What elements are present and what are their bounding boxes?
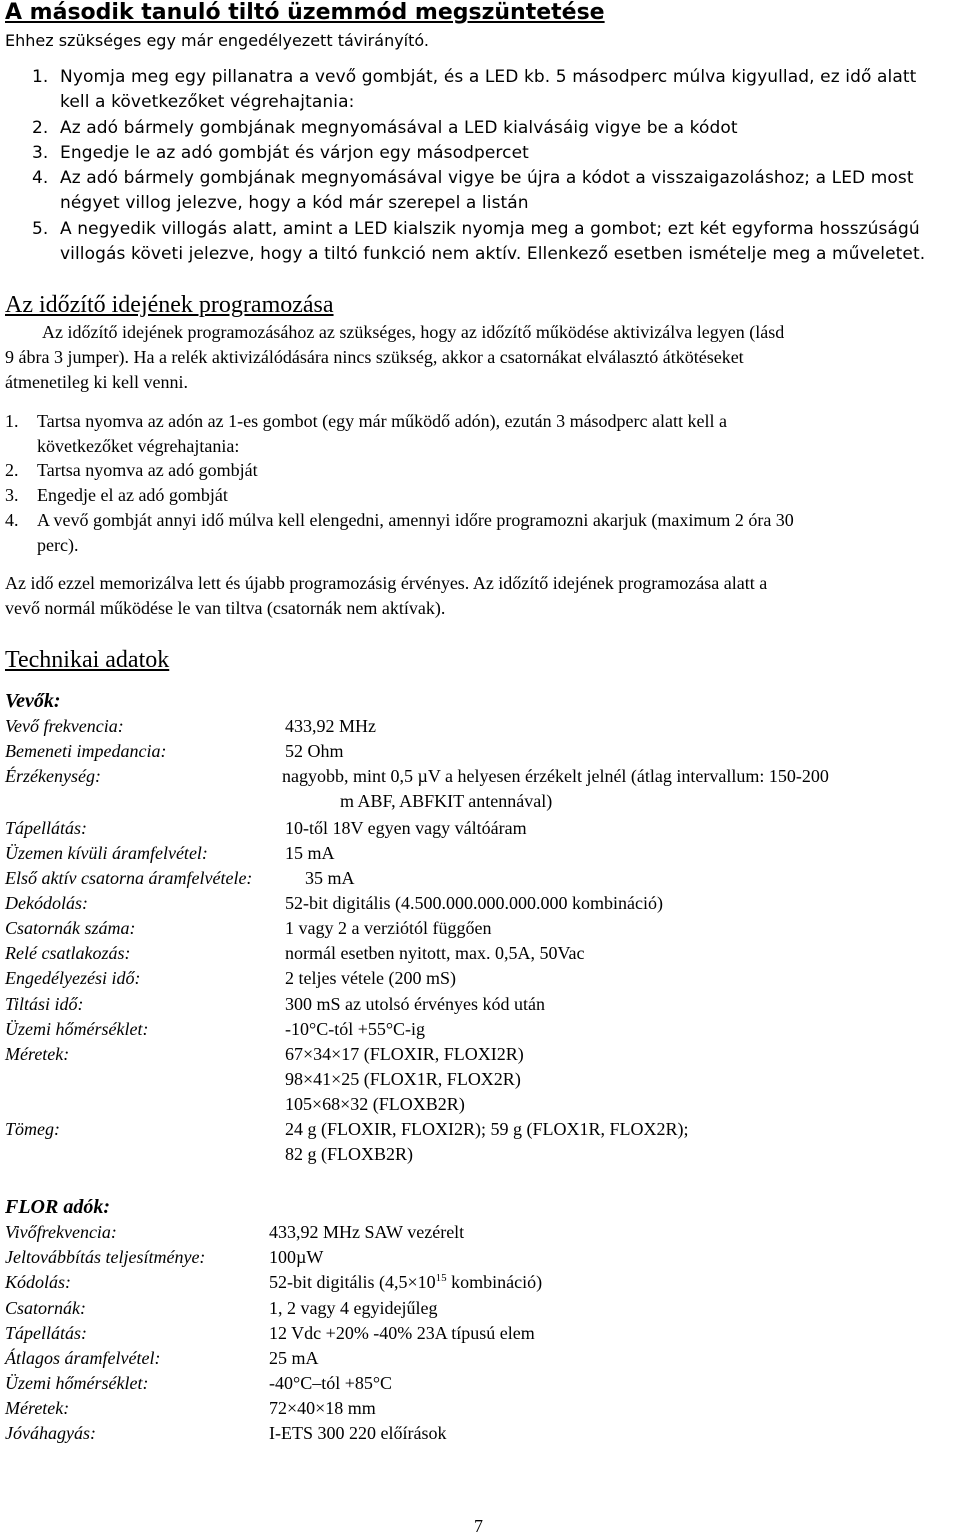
spec-value: 12 Vdc +20% -40% 23A típusú elem (269, 1323, 535, 1343)
spec-label: Üzemen kívüli áramfelvétel: (5, 843, 208, 863)
spec-label: Méretek: (5, 1398, 70, 1418)
spec-value: 100µW (269, 1247, 324, 1267)
step-number: 1. (32, 67, 49, 87)
spec-label: Engedélyezési idő: (5, 968, 141, 988)
spec-value: 52 Ohm (285, 741, 344, 761)
step-text: Nyomja meg egy pillanatra a vevő gombját, és a LED kb. 5 másodperc múlva kigyullad, ez idő alatt (60, 67, 917, 87)
paragraph-line: Az idő ezzel memorizálva lett és újabb programozásig érvényes. Az időzítő idejének programozása alatt a (5, 573, 768, 593)
spec-value: 15 mA (285, 843, 335, 863)
spec-value-suffix: kombináció) (446, 1272, 543, 1292)
spec-value: 72×40×18 mm (269, 1398, 376, 1418)
step-text: Engedje le az adó gombját és várjon egy másodpercet (60, 143, 529, 163)
paragraph-line: vevő normál működése le van tiltva (csatornák nem aktívak). (5, 598, 446, 618)
step-text: kell a következőket végrehajtania: (60, 92, 355, 112)
step-number: 2. (32, 118, 49, 138)
section-title-timer-programming: Az időzítő idejének programozása (5, 292, 334, 318)
step-number: 4. (32, 168, 49, 188)
spec-label: Dekódolás: (5, 893, 88, 913)
spec-label: Méretek: (5, 1044, 70, 1064)
spec-value: 10-től 18V egyen vagy váltóáram (285, 818, 527, 838)
spec-label: Vivőfrekvencia: (5, 1222, 117, 1242)
spec-value: 35 mA (305, 868, 355, 888)
spec-value: 1, 2 vagy 4 egyidejűleg (269, 1298, 438, 1318)
spec-label: Bemeneti impedancia: (5, 741, 167, 761)
spec-label: Tápellátás: (5, 818, 88, 838)
spec-label: Kódolás: (5, 1272, 72, 1292)
receivers-heading: Vevők: (5, 690, 61, 712)
transmitters-heading: FLOR adók: (5, 1196, 110, 1218)
spec-value-continuation: m ABF, ABFKIT antennával) (340, 791, 553, 811)
step-text: következőket végrehajtania: (37, 436, 240, 456)
step-text: négyet villog jelezve, hogy a kód már szerepel a listán (60, 193, 529, 213)
page-number: 7 (474, 1516, 483, 1536)
spec-value: 52-bit digitális (4.500.000.000.000.000 kombináció) (285, 893, 663, 913)
spec-value-continuation: 105×68×32 (FLOXB2R) (285, 1094, 465, 1114)
spec-value: nagyobb, mint 0,5 µV a helyesen érzékelt jelnél (átlag intervallum: 150-200 (282, 766, 829, 786)
paragraph-line: 9 ábra 3 jumper). Ha a relék aktivizálódására nincs szükség, akkor a csatornákat elválasztó átkötéseket (5, 347, 744, 367)
step-number: 3. (32, 143, 49, 163)
spec-value-continuation: 98×41×25 (FLOX1R, FLOX2R) (285, 1069, 521, 1089)
spec-label: Csatornák száma: (5, 918, 136, 938)
spec-label: Jóváhagyás: (5, 1423, 96, 1443)
spec-label: Relé csatlakozás: (5, 943, 131, 963)
step-number: 3. (5, 485, 19, 505)
spec-label: Tiltási idő: (5, 994, 84, 1014)
spec-value: -40°C–tól +85°C (269, 1373, 393, 1393)
step-text: villogás követi jelezve, hogy a tiltó funkció nem aktív. Ellenkező esetben ismételje meg a műveletet. (60, 244, 926, 264)
spec-value-base: 52-bit digitális (4,5×10 (269, 1272, 436, 1292)
spec-label: Üzemi hőmérséklet: (5, 1373, 149, 1393)
step-number: 2. (5, 460, 19, 480)
step-text: A vevő gombját annyi idő múlva kell elengedni, amennyi időre programozni akarjuk (maximum 2 óra 30 (37, 510, 794, 530)
spec-value: 25 mA (269, 1348, 319, 1368)
step-text: Az adó bármely gombjának megnyomásával vigye be újra a kódot a visszaigazoláshoz; a LED most (60, 168, 914, 188)
step-text: Az adó bármely gombjának megnyomásával a LED kialvásáig vigye be a kódot (60, 118, 738, 138)
step-text: perc). (37, 535, 79, 555)
spec-label: Tápellátás: (5, 1323, 88, 1343)
section-title-second-learning-disable: A második tanuló tiltó üzemmód megszüntetése (5, 0, 605, 25)
spec-value: normál esetben nyitott, max. 0,5A, 50Vac (285, 943, 585, 963)
paragraph-line: átmenetileg ki kell venni. (5, 372, 188, 392)
spec-label: Átlagos áramfelvétel: (5, 1348, 161, 1368)
spec-label: Csatornák: (5, 1298, 86, 1318)
step-number: 4. (5, 510, 19, 530)
spec-label: Vevő frekvencia: (5, 716, 124, 736)
spec-value: 67×34×17 (FLOXIR, FLOXI2R) (285, 1044, 524, 1064)
step-text: Engedje el az adó gombját (37, 485, 228, 505)
spec-value: 1 vagy 2 a verziótól függően (285, 918, 492, 938)
spec-label: Jeltovábbítás teljesítménye: (5, 1247, 206, 1267)
step-text: Tartsa nyomva az adón az 1-es gombot (egy már működő adón), ezután 3 másodperc alatt kell a (37, 411, 727, 431)
spec-value-exponent: 15 (435, 1272, 447, 1284)
step-number: 1. (5, 411, 19, 431)
step-number: 5. (32, 219, 49, 239)
spec-label: Érzékenység: (5, 766, 101, 786)
spec-value: 433,92 MHz (285, 716, 376, 736)
section-intro: Ehhez szükséges egy már engedélyezett távirányító. (5, 31, 429, 50)
section-title-technical-data: Technikai adatok (5, 647, 170, 673)
spec-value: I-ETS 300 220 előírások (269, 1423, 447, 1443)
spec-value: 300 mS az utolsó érvényes kód után (285, 994, 545, 1014)
spec-label: Üzemi hőmérséklet: (5, 1019, 149, 1039)
paragraph-line: Az időzítő idejének programozásához az szükséges, hogy az időzítő működése aktivizálva legyen (lásd (42, 322, 785, 342)
spec-label: Első aktív csatorna áramfelvétele: (5, 868, 253, 888)
spec-value (269, 1272, 542, 1293)
spec-label: Tömeg: (5, 1119, 60, 1139)
spec-value: 433,92 MHz SAW vezérelt (269, 1222, 465, 1242)
step-text: Tartsa nyomva az adó gombját (37, 460, 258, 480)
spec-value: 2 teljes vétele (200 mS) (285, 968, 456, 988)
spec-value: -10°C-tól +55°C-ig (285, 1019, 426, 1039)
spec-value: 24 g (FLOXIR, FLOXI2R); 59 g (FLOX1R, FLOX2R); (285, 1119, 689, 1139)
step-text: A negyedik villogás alatt, amint a LED kialszik nyomja meg a gombot; ezt két egyforma hosszúságú (60, 219, 920, 239)
spec-value-continuation: 82 g (FLOXB2R) (285, 1144, 414, 1164)
